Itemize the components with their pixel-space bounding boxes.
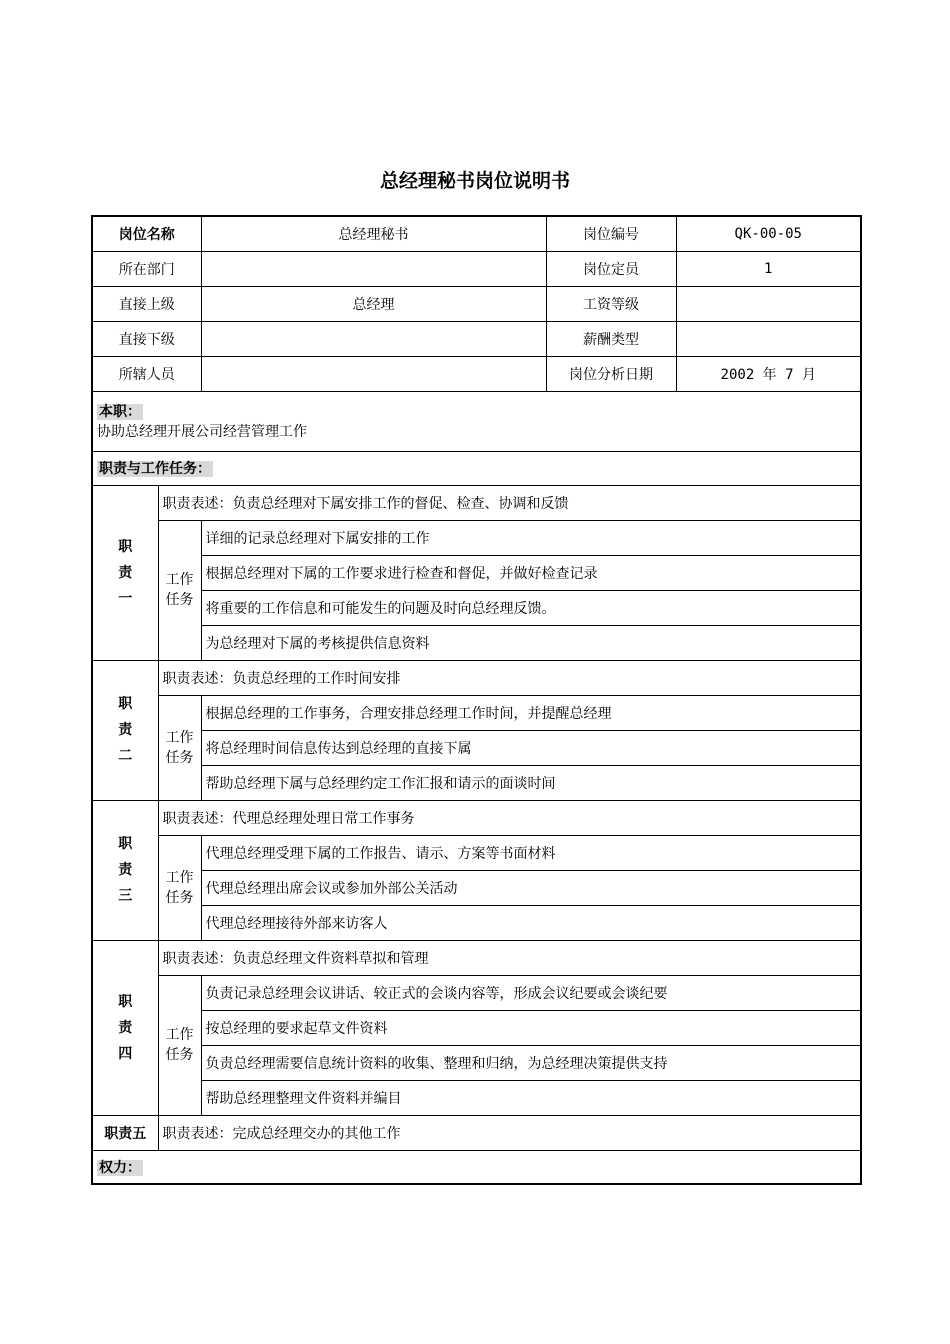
info-label: 岗位分析日期 [546, 356, 676, 391]
benzhi-text: 协助总经理开展公司经营管理工作 [97, 423, 307, 440]
duty-name [92, 940, 158, 1115]
info-value: 总经理秘书 [201, 216, 546, 251]
job-description-table [91, 215, 862, 1185]
duty-name: 职责五 [92, 1115, 158, 1150]
task-label-text: 工作任务 [165, 729, 194, 766]
info-label: 工资等级 [546, 286, 676, 321]
info-label: 薪酬类型 [546, 321, 676, 356]
task-row [92, 905, 861, 940]
duty-name [92, 485, 158, 660]
task-item: 帮助总经理整理文件资料并编目 [201, 1080, 861, 1115]
duties-heading: 职责与工作任务： [99, 461, 211, 477]
duty-summary: 职责表述：代理总经理处理日常工作事务 [158, 800, 861, 835]
info-row [92, 321, 861, 356]
task-row [92, 765, 861, 800]
duties-heading-row [92, 451, 861, 485]
task-item: 代理总经理受理下属的工作报告、请示、方案等书面材料 [201, 835, 861, 870]
task-item: 将总经理时间信息传达到总经理的直接下属 [201, 730, 861, 765]
info-row [92, 356, 861, 391]
duty-summary-row [92, 800, 861, 835]
quanli-heading: 权力： [99, 1159, 141, 1176]
task-item: 代理总经理接待外部来访客人 [201, 905, 861, 940]
info-value [676, 321, 861, 356]
task-label [158, 520, 201, 660]
task-row [92, 590, 861, 625]
task-label [158, 835, 201, 940]
task-row [92, 520, 861, 555]
document-title: 总经理秘书岗位说明书 [379, 170, 570, 192]
info-value: 1 [676, 251, 861, 286]
duty-summary: 职责表述：完成总经理交办的其他工作 [158, 1115, 861, 1150]
duty-name-text: 职责四 [118, 993, 133, 1062]
task-item: 代理总经理出席会议或参加外部公关活动 [201, 870, 861, 905]
duty-name [92, 800, 158, 940]
info-value [201, 251, 546, 286]
info-label: 直接下级 [92, 321, 201, 356]
benzhi-section [92, 391, 861, 451]
task-label [158, 975, 201, 1115]
info-label: 所在部门 [92, 251, 201, 286]
duty-summary: 职责表述：负责总经理文件资料草拟和管理 [158, 940, 861, 975]
duty-summary-row [92, 1115, 861, 1150]
task-row [92, 555, 861, 590]
info-value: QK-00-05 [676, 216, 861, 251]
task-item: 按总经理的要求起草文件资料 [201, 1010, 861, 1045]
task-label [158, 695, 201, 800]
info-row [92, 251, 861, 286]
task-item: 详细的记录总经理对下属安排的工作 [201, 520, 861, 555]
task-row [92, 625, 861, 660]
info-label: 岗位名称 [92, 216, 201, 251]
info-value [676, 286, 861, 321]
task-row [92, 730, 861, 765]
duty-summary: 职责表述：负责总经理的工作时间安排 [158, 660, 861, 695]
info-label: 所辖人员 [92, 356, 201, 391]
task-label-text: 工作任务 [165, 1027, 194, 1063]
task-item: 帮助总经理下属与总经理约定工作汇报和请示的面谈时间 [201, 765, 861, 800]
duty-name-text: 职责二 [118, 696, 133, 764]
task-row [92, 975, 861, 1010]
info-row [92, 286, 861, 321]
info-label: 直接上级 [92, 286, 201, 321]
task-row [92, 695, 861, 730]
info-row [92, 216, 861, 251]
task-row [92, 835, 861, 870]
info-value: 总经理 [201, 286, 546, 321]
duty-summary: 职责表述：负责总经理对下属安排工作的督促、检查、协调和反馈 [158, 485, 861, 520]
task-item: 根据总经理对下属的工作要求进行检查和督促，并做好检查记录 [201, 555, 861, 590]
task-item: 为总经理对下属的考核提供信息资料 [201, 625, 861, 660]
task-label-text: 工作任务 [165, 869, 194, 906]
duty-summary-row [92, 940, 861, 975]
task-row [92, 1045, 861, 1080]
duty-name-text: 职责一 [118, 538, 133, 607]
duty-name-text: 职责三 [118, 836, 133, 904]
task-item: 负责总经理需要信息统计资料的收集、整理和归纳，为总经理决策提供支持 [201, 1045, 861, 1080]
info-label: 岗位编号 [546, 216, 676, 251]
info-value: 2002 年 7 月 [676, 356, 861, 391]
task-row [92, 1010, 861, 1045]
info-label: 岗位定员 [546, 251, 676, 286]
task-item: 将重要的工作信息和可能发生的问题及时向总经理反馈。 [201, 590, 861, 625]
task-item: 根据总经理的工作事务，合理安排总经理工作时间，并提醒总经理 [201, 695, 861, 730]
task-row [92, 870, 861, 905]
duty-summary-row [92, 485, 861, 520]
info-value [201, 356, 546, 391]
task-row [92, 1080, 861, 1115]
duty-summary-row [92, 660, 861, 695]
quanli-section [92, 1150, 861, 1184]
duty-name [92, 660, 158, 800]
benzhi-heading: 本职： [99, 403, 141, 420]
info-value [201, 321, 546, 356]
task-item: 负责记录总经理会议讲话、较正式的会谈内容等，形成会议纪要或会谈纪要 [201, 975, 861, 1010]
task-label-text: 工作任务 [165, 572, 194, 608]
